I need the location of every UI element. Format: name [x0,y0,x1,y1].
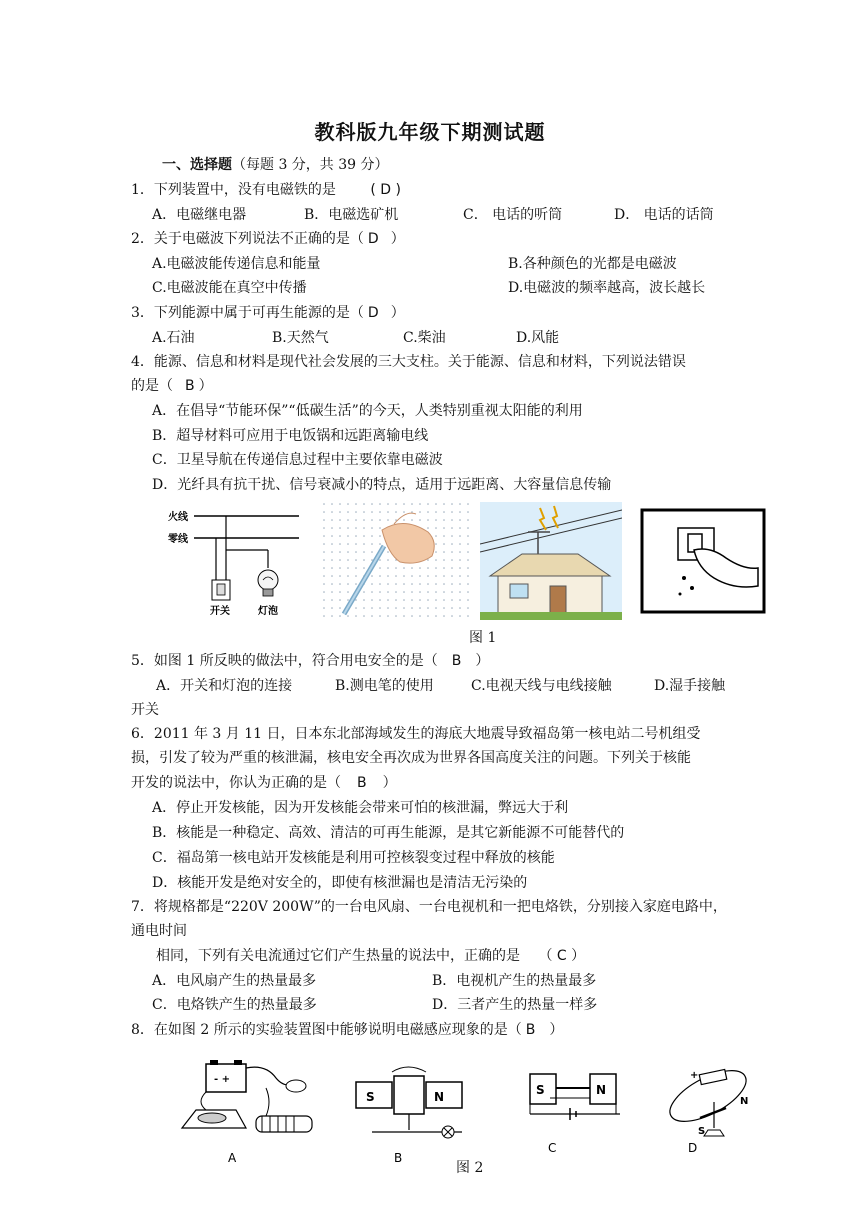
q4-option-c: C．卫星导航在传递信息过程中主要依靠电磁波 [152,452,443,468]
q7-option-b: B．电视机产生的热量最多 [432,973,597,989]
question-6-line-3 [131,774,397,792]
q1-option-d: D． 电话的话筒 [614,207,714,223]
q4-option-d: D．光纤具有抗干扰、信号衰减小的特点，适用于远距离、大容量信息传输 [152,477,612,493]
q2-option-a: A.电磁波能传递信息和能量 [152,256,321,272]
question-7-line-1: 7．将规格都是“220V 200W”的一台电风扇、一台电视机和一把电烙铁，分别接入家庭电路中， [131,899,727,915]
figure-2-label-c: C [548,1141,557,1155]
q3-option-a: A.石油 [152,330,195,346]
question-4-stem-cont [131,377,213,395]
q2-option-c: C.电磁波能在真空中传播 [152,280,307,296]
question-7-text: 相同，下列有关电流通过它们产生热量的说法中，正确的是 [156,948,520,964]
neutral-wire-label: 零线 [168,534,188,545]
question-5-answer: B [451,653,462,669]
question-4-text: 的是（ [131,378,173,394]
q5-option-b: B.测电笔的使用 [335,678,434,694]
figure-2-d-pole-n: N [740,1096,749,1107]
q3-option-b: B.天然气 [272,330,329,346]
figure-2-label-d: D [688,1141,698,1155]
q4-option-a: A．在倡导“节能环保”“低碳生活”的今天，人类特别重视太阳能的利用 [152,403,583,419]
figure-1-house-antenna [480,502,622,620]
figure-2-b-pole-n: N [434,1090,445,1104]
question-3-stem [131,304,405,322]
question-4-stem: 4．能源、信息和材料是现代社会发展的三大支柱。关于能源、信息和材料，下列说法错误 [131,354,686,370]
live-wire-label: 火线 [168,512,188,523]
question-4-close: ） [198,378,213,394]
q3-option-d: D.风能 [516,330,560,346]
q2-option-b: B.各种颜色的光都是电磁波 [508,256,677,272]
svg-text:- +: - + [214,1074,231,1085]
q1-option-c: C． 电话的听筒 [463,207,563,223]
q4-option-b: B．超导材料可应用于电饭锅和远距离输电线 [152,428,429,444]
question-2-text: 2．关于电磁波下列说法不正确的是（ [131,231,364,247]
question-8-text: 8．在如图 2 所示的实验装置图中能够说明电磁感应现象的是（ [131,1022,522,1038]
figure-1-wet-hand-switch [632,502,774,620]
q5-option-d: D.湿手接触 [654,678,726,694]
q7-option-a: A．电风扇产生的热量最多 [152,973,317,989]
question-5-stem [131,652,489,670]
q1-option-a: A．电磁继电器 [152,207,247,223]
section-note: （每题 3 分，共 39 分） [232,157,389,173]
question-8-answer: B [525,1022,536,1038]
q1-option-b: B．电磁选矿机 [304,207,399,223]
page-title: 教科版九年级下期测试题 [314,120,546,144]
figure-1-caption: 图 1 [469,630,497,646]
bulb-label: 灯泡 [258,606,278,617]
question-2-close: ） [390,231,405,247]
figure-2-label-a: A [228,1151,237,1165]
figure-2-caption: 图 2 [456,1160,484,1176]
svg-text:+: + [690,1070,699,1081]
figure-2-label-b: B [394,1151,403,1165]
q3-option-c: C.柴油 [403,330,446,346]
q6-option-c: C．福岛第一核电站开发核能是利用可控核裂变过程中释放的核能 [152,850,555,866]
question-8-stem [131,1021,563,1039]
figure-2-b-pole-s: S [366,1090,375,1104]
figure-2-apparatus-c [520,1058,630,1168]
question-1-text: 1．下列装置中，没有电磁铁的是 [131,182,336,198]
figure-2-apparatus-a [176,1058,326,1168]
question-5-close: ） [475,653,490,669]
figure-2-apparatus-d [660,1058,760,1168]
question-2-stem [131,230,405,248]
question-6-line-1: 6．2011 年 3 月 11 日，日本东北部海域发生的海底大地震导致福岛第一核电站二号机组受 [131,726,701,742]
q7-option-c: C．电烙铁产生的热量最多 [152,997,317,1013]
question-7-line-3 [156,947,585,965]
q2-option-d: D.电磁波的频率越高，波长越长 [508,280,706,296]
question-6-line-2: 损，引发了较为严重的核泄漏，核电安全再次成为世界各国高度关注的问题。下列关于核能 [131,750,691,766]
question-8-close: ） [549,1022,564,1038]
figure-1-circuit [164,502,314,620]
question-5-text: 5．如图 1 所反映的做法中，符合用电安全的是（ [131,653,438,669]
question-3-close: ） [390,305,405,321]
q5-option-d-wrap: 开关 [131,702,159,718]
question-7-line-2: 通电时间 [131,923,187,939]
q6-option-b: B．核能是一种稳定、高效、清洁的可再生能源，是其它新能源不可能替代的 [152,825,625,841]
figure-2-c-pole-s: S [536,1083,545,1097]
figure-1-test-pen [322,502,470,620]
question-7-answer: （ C ） [538,948,586,964]
q5-option-c: C.电视天线与电线接触 [471,678,612,694]
question-1-stem [131,181,401,199]
figure-2-d-pole-s: S [698,1126,706,1137]
switch-label: 开关 [210,606,230,617]
section-heading [162,156,389,174]
figure-2-c-pole-n: N [596,1083,607,1097]
section-label: 一、选择题 [162,157,232,173]
q5-option-a: A．开关和灯泡的连接 [156,678,293,694]
figure-2-apparatus-b [352,1058,472,1168]
question-3-answer: D [367,305,379,321]
q6-option-a: A．停止开发核能，因为开发核能会带来可怕的核泄漏，弊远大于利 [152,800,569,816]
question-2-answer: D [367,231,379,247]
question-6-close: ） [382,775,397,791]
q6-option-d: D．核能开发是绝对安全的，即使有核泄漏也是清洁无污染的 [152,875,528,891]
question-6-answer: B [357,775,367,791]
question-6-text: 开发的说法中，你认为正确的是（ [131,775,341,791]
q7-option-d: D．三者产生的热量一样多 [432,997,598,1013]
question-3-text: 3．下列能源中属于可再生能源的是（ [131,305,364,321]
question-1-answer: ( D ) [370,182,401,198]
question-4-answer: B [185,378,195,394]
